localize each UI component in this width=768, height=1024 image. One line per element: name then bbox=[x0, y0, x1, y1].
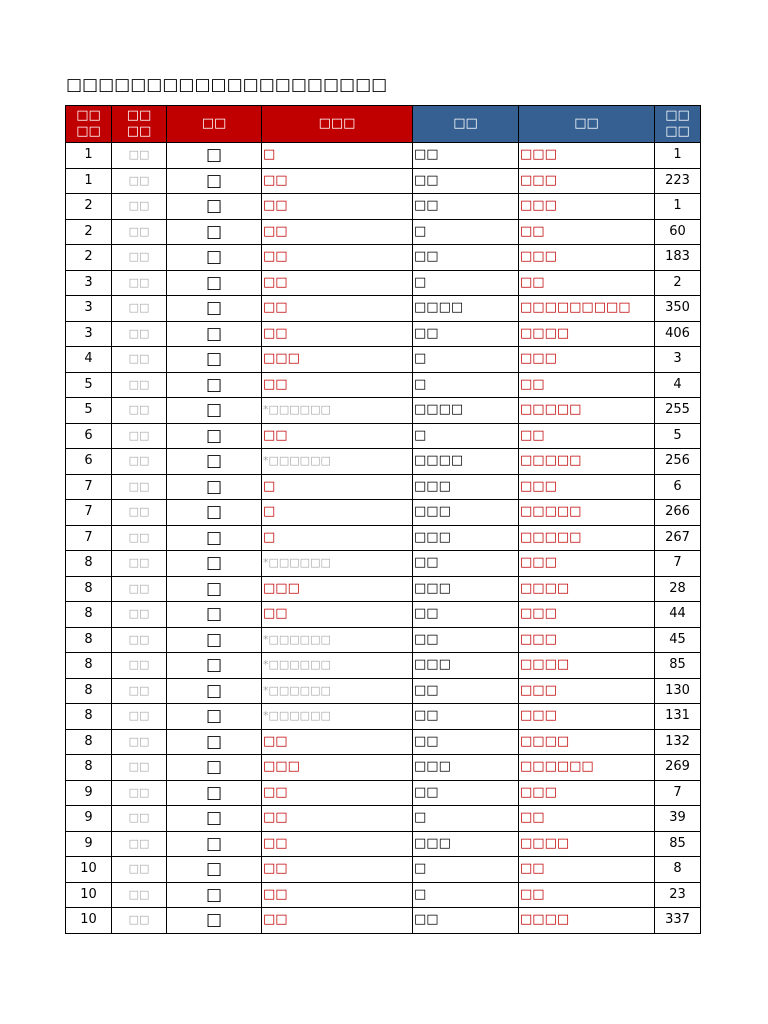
table-row bbox=[66, 500, 701, 526]
table-cell: *□□□□□□ bbox=[262, 653, 413, 679]
table-cell: 9 bbox=[66, 806, 112, 832]
table-cell: □ bbox=[167, 143, 262, 169]
table-cell: □□□ bbox=[519, 678, 655, 704]
table-cell: □□□□ bbox=[413, 296, 519, 322]
table-cell: □ bbox=[167, 347, 262, 373]
table-cell: 8 bbox=[66, 576, 112, 602]
table-row bbox=[66, 602, 701, 628]
table-cell: 2 bbox=[655, 270, 701, 296]
table-cell: □ bbox=[413, 347, 519, 373]
table-cell: 10 bbox=[66, 908, 112, 934]
table-cell: □ bbox=[167, 474, 262, 500]
table-cell: □□ bbox=[112, 194, 167, 220]
table-cell: 85 bbox=[655, 653, 701, 679]
table-cell: □□□ bbox=[519, 704, 655, 730]
table-row bbox=[66, 780, 701, 806]
table-cell: □□ bbox=[413, 602, 519, 628]
table-cell: □□□□ bbox=[519, 576, 655, 602]
table-cell: □□□ bbox=[519, 627, 655, 653]
table-cell: □□ bbox=[112, 168, 167, 194]
table-cell: 1 bbox=[655, 194, 701, 220]
table-row bbox=[66, 321, 701, 347]
table-cell: □□□ bbox=[413, 653, 519, 679]
table-cell: 2 bbox=[66, 245, 112, 271]
table-cell: □□ bbox=[112, 551, 167, 577]
table-cell: 10 bbox=[66, 882, 112, 908]
table-cell: □□□ bbox=[519, 194, 655, 220]
table-cell: □ bbox=[167, 704, 262, 730]
table-cell: □ bbox=[167, 627, 262, 653]
table-cell: □ bbox=[167, 398, 262, 424]
table-cell: □□ bbox=[262, 780, 413, 806]
table-cell: □□□ bbox=[262, 576, 413, 602]
table-cell: □ bbox=[413, 857, 519, 883]
table-cell: □□□□ bbox=[519, 321, 655, 347]
table-cell: □□□ bbox=[413, 500, 519, 526]
table-cell: *□□□□□□ bbox=[262, 398, 413, 424]
table-cell: □ bbox=[413, 806, 519, 832]
table-row bbox=[66, 729, 701, 755]
table-cell: 44 bbox=[655, 602, 701, 628]
table-cell: 223 bbox=[655, 168, 701, 194]
table-cell: □ bbox=[167, 219, 262, 245]
table-cell: □ bbox=[167, 576, 262, 602]
table-cell: □□□□ bbox=[519, 729, 655, 755]
table-cell: □ bbox=[167, 882, 262, 908]
column-header: □□□ bbox=[262, 106, 413, 143]
table-cell: 337 bbox=[655, 908, 701, 934]
table-row bbox=[66, 372, 701, 398]
table-cell: □□ bbox=[413, 780, 519, 806]
table-cell: □□□ bbox=[262, 755, 413, 781]
table-cell: 132 bbox=[655, 729, 701, 755]
table-cell: 1 bbox=[66, 168, 112, 194]
table-row bbox=[66, 194, 701, 220]
table-cell: 5 bbox=[66, 398, 112, 424]
table-cell: 4 bbox=[655, 372, 701, 398]
table-cell: □□□□□□□□□ bbox=[519, 296, 655, 322]
table-cell: □□□□□ bbox=[519, 398, 655, 424]
table-cell: □□ bbox=[112, 857, 167, 883]
table-cell: 7 bbox=[655, 780, 701, 806]
table-cell: □□ bbox=[262, 270, 413, 296]
table-cell: □□ bbox=[262, 321, 413, 347]
column-header: □□ bbox=[519, 106, 655, 143]
table-row bbox=[66, 245, 701, 271]
table-cell: □□□□ bbox=[519, 908, 655, 934]
table-cell: □□ bbox=[112, 653, 167, 679]
table-cell: □□ bbox=[262, 857, 413, 883]
table-cell: □ bbox=[167, 729, 262, 755]
table-cell: □□ bbox=[112, 678, 167, 704]
table-cell: □□ bbox=[112, 576, 167, 602]
table-cell: 1 bbox=[655, 143, 701, 169]
table-row bbox=[66, 398, 701, 424]
table-row bbox=[66, 449, 701, 475]
table-cell: □ bbox=[167, 321, 262, 347]
table-cell: □ bbox=[167, 194, 262, 220]
table-cell: *□□□□□□ bbox=[262, 449, 413, 475]
column-header: □□ □□ bbox=[112, 106, 167, 143]
table-cell: 23 bbox=[655, 882, 701, 908]
table-cell: □□ bbox=[413, 194, 519, 220]
table-cell: 8 bbox=[66, 704, 112, 730]
table-cell: □□ bbox=[112, 347, 167, 373]
table-cell: 3 bbox=[66, 321, 112, 347]
table-cell: □□ bbox=[262, 194, 413, 220]
table-cell: □□□ bbox=[262, 347, 413, 373]
table-cell: □□ bbox=[519, 423, 655, 449]
table-cell: 5 bbox=[655, 423, 701, 449]
table-row bbox=[66, 423, 701, 449]
table-cell: 266 bbox=[655, 500, 701, 526]
table-cell: *□□□□□□ bbox=[262, 704, 413, 730]
table-row bbox=[66, 678, 701, 704]
table-cell: □□□ bbox=[519, 780, 655, 806]
table-cell: 130 bbox=[655, 678, 701, 704]
table-cell: □ bbox=[167, 270, 262, 296]
table-row bbox=[66, 831, 701, 857]
table-cell: *□□□□□□ bbox=[262, 678, 413, 704]
table-cell: □□□□□□ bbox=[519, 755, 655, 781]
table-cell: 183 bbox=[655, 245, 701, 271]
table-cell: 8 bbox=[66, 551, 112, 577]
table-cell: 267 bbox=[655, 525, 701, 551]
table-cell: 7 bbox=[66, 474, 112, 500]
table-cell: □□ bbox=[112, 602, 167, 628]
table-cell: □□□ bbox=[519, 143, 655, 169]
table-cell: □□□ bbox=[519, 168, 655, 194]
table-row bbox=[66, 576, 701, 602]
table-cell: □ bbox=[167, 678, 262, 704]
table-row bbox=[66, 296, 701, 322]
table-cell: □□ bbox=[519, 882, 655, 908]
table-cell: □□ bbox=[112, 219, 167, 245]
table-cell: □□□ bbox=[519, 347, 655, 373]
table-row bbox=[66, 525, 701, 551]
column-header: □□ bbox=[413, 106, 519, 143]
table-cell: □□ bbox=[262, 806, 413, 832]
table-cell: □□ bbox=[112, 806, 167, 832]
table-cell: □ bbox=[413, 219, 519, 245]
table-cell: □□ bbox=[413, 551, 519, 577]
table-cell: □ bbox=[167, 245, 262, 271]
column-header: □□ bbox=[167, 106, 262, 143]
table-body bbox=[66, 143, 701, 934]
table-cell: □□□ bbox=[413, 576, 519, 602]
table-cell: □□ bbox=[262, 882, 413, 908]
table-cell: 8 bbox=[66, 602, 112, 628]
table-cell: 2 bbox=[66, 219, 112, 245]
table-cell: □□ bbox=[112, 627, 167, 653]
table-cell: □□ bbox=[413, 729, 519, 755]
table-cell: □□ bbox=[112, 474, 167, 500]
table-cell: 9 bbox=[66, 831, 112, 857]
table-cell: □ bbox=[262, 525, 413, 551]
table-cell: □□□□□ bbox=[519, 449, 655, 475]
table-cell: □□ bbox=[112, 882, 167, 908]
table-cell: 406 bbox=[655, 321, 701, 347]
table-cell: □□ bbox=[413, 704, 519, 730]
table-cell: □□ bbox=[112, 704, 167, 730]
table-cell: □□ bbox=[519, 806, 655, 832]
table-cell: □ bbox=[167, 908, 262, 934]
table-cell: 7 bbox=[66, 500, 112, 526]
table-cell: □□ bbox=[112, 245, 167, 271]
table-cell: *□□□□□□ bbox=[262, 627, 413, 653]
table-cell: □□ bbox=[112, 372, 167, 398]
table-cell: □□ bbox=[519, 857, 655, 883]
table-cell: 28 bbox=[655, 576, 701, 602]
table-cell: □□ bbox=[413, 908, 519, 934]
table-cell: □ bbox=[167, 602, 262, 628]
table-cell: □ bbox=[413, 882, 519, 908]
table-row bbox=[66, 704, 701, 730]
table-cell: 5 bbox=[66, 372, 112, 398]
table-cell: □□ bbox=[413, 321, 519, 347]
table-cell: □□ bbox=[413, 143, 519, 169]
table-cell: □ bbox=[167, 500, 262, 526]
table-cell: □□ bbox=[413, 245, 519, 271]
table-cell: 8 bbox=[66, 755, 112, 781]
table-cell: □□ bbox=[262, 602, 413, 628]
table-cell: 10 bbox=[66, 857, 112, 883]
table-cell: □□□ bbox=[413, 831, 519, 857]
table-cell: □□□ bbox=[519, 474, 655, 500]
table-cell: □ bbox=[167, 831, 262, 857]
table-cell: 3 bbox=[655, 347, 701, 373]
table-cell: □ bbox=[413, 372, 519, 398]
table-cell: 8 bbox=[655, 857, 701, 883]
table-cell: □ bbox=[167, 755, 262, 781]
table-cell: □□ bbox=[112, 525, 167, 551]
table-cell: 256 bbox=[655, 449, 701, 475]
data-table bbox=[65, 105, 701, 934]
table-cell: □ bbox=[262, 143, 413, 169]
table-cell: 7 bbox=[66, 525, 112, 551]
table-cell: □□□ bbox=[413, 525, 519, 551]
table-header-row bbox=[66, 106, 701, 143]
table-cell: □□□□□ bbox=[519, 500, 655, 526]
table-cell: 6 bbox=[66, 423, 112, 449]
column-header: □□ □□ bbox=[655, 106, 701, 143]
table-cell: □□ bbox=[519, 270, 655, 296]
table-cell: □□ bbox=[262, 168, 413, 194]
table-cell: 8 bbox=[66, 678, 112, 704]
table-cell: □□ bbox=[112, 500, 167, 526]
table-row bbox=[66, 551, 701, 577]
page-title: □□□□□□□□□□□□□□□□□□□□ bbox=[66, 75, 388, 95]
table-cell: □□□□ bbox=[519, 653, 655, 679]
table-cell: 6 bbox=[66, 449, 112, 475]
table-cell: □ bbox=[413, 423, 519, 449]
table-cell: 131 bbox=[655, 704, 701, 730]
table-row bbox=[66, 474, 701, 500]
table-cell: □□ bbox=[262, 831, 413, 857]
table-row bbox=[66, 882, 701, 908]
table-cell: □ bbox=[167, 525, 262, 551]
table-cell: □□ bbox=[413, 168, 519, 194]
table-cell: *□□□□□□ bbox=[262, 551, 413, 577]
table-cell: □□ bbox=[519, 219, 655, 245]
table-row bbox=[66, 857, 701, 883]
table-cell: □□ bbox=[112, 729, 167, 755]
table-row bbox=[66, 908, 701, 934]
table-cell: □ bbox=[167, 780, 262, 806]
table-cell: □□□□ bbox=[413, 449, 519, 475]
table-cell: 60 bbox=[655, 219, 701, 245]
table-cell: 4 bbox=[66, 347, 112, 373]
table-row bbox=[66, 627, 701, 653]
table-cell: □□ bbox=[112, 143, 167, 169]
table-cell: □□ bbox=[112, 321, 167, 347]
table-row bbox=[66, 755, 701, 781]
table-cell: 7 bbox=[655, 551, 701, 577]
table-cell: □□□ bbox=[413, 474, 519, 500]
table-cell: □□ bbox=[519, 372, 655, 398]
table-cell: □□ bbox=[262, 245, 413, 271]
table-cell: □□ bbox=[262, 423, 413, 449]
table-cell: 6 bbox=[655, 474, 701, 500]
table-cell: □□ bbox=[112, 780, 167, 806]
table-row bbox=[66, 270, 701, 296]
table-row bbox=[66, 168, 701, 194]
column-header: □□ □□ bbox=[66, 106, 112, 143]
table-cell: □ bbox=[167, 857, 262, 883]
table-cell: □□□ bbox=[519, 602, 655, 628]
table-cell: 255 bbox=[655, 398, 701, 424]
table-cell: □ bbox=[167, 449, 262, 475]
table-cell: □□ bbox=[112, 398, 167, 424]
table-cell: □ bbox=[167, 551, 262, 577]
table-cell: □□□ bbox=[413, 755, 519, 781]
table-row bbox=[66, 653, 701, 679]
table-cell: 3 bbox=[66, 270, 112, 296]
table-cell: □□ bbox=[262, 908, 413, 934]
table-cell: □□□ bbox=[519, 551, 655, 577]
table-cell: □□ bbox=[112, 755, 167, 781]
table-cell: 8 bbox=[66, 729, 112, 755]
table-row bbox=[66, 347, 701, 373]
table-cell: 2 bbox=[66, 194, 112, 220]
table-cell: □ bbox=[413, 270, 519, 296]
table-row bbox=[66, 806, 701, 832]
table-cell: 85 bbox=[655, 831, 701, 857]
table-cell: □ bbox=[167, 168, 262, 194]
table-cell: □ bbox=[262, 500, 413, 526]
table-cell: □ bbox=[167, 653, 262, 679]
table-cell: □□□ bbox=[519, 245, 655, 271]
table-cell: □ bbox=[262, 474, 413, 500]
table-cell: □□ bbox=[413, 627, 519, 653]
table-cell: 9 bbox=[66, 780, 112, 806]
table-cell: □ bbox=[167, 423, 262, 449]
table-cell: □□ bbox=[112, 831, 167, 857]
table-cell: □□ bbox=[262, 729, 413, 755]
table-cell: □□ bbox=[112, 449, 167, 475]
table-row bbox=[66, 143, 701, 169]
table-cell: 3 bbox=[66, 296, 112, 322]
table-cell: □□ bbox=[112, 908, 167, 934]
table-cell: □□ bbox=[112, 296, 167, 322]
table-cell: 8 bbox=[66, 653, 112, 679]
table-cell: □□ bbox=[262, 372, 413, 398]
table-cell: □□ bbox=[262, 296, 413, 322]
table-cell: 39 bbox=[655, 806, 701, 832]
table-cell: 45 bbox=[655, 627, 701, 653]
table-cell: □□□□□ bbox=[519, 525, 655, 551]
table-cell: □ bbox=[167, 806, 262, 832]
table-cell: □□ bbox=[262, 219, 413, 245]
table-cell: 350 bbox=[655, 296, 701, 322]
table-cell: □□ bbox=[112, 423, 167, 449]
table-row bbox=[66, 219, 701, 245]
table-cell: 1 bbox=[66, 143, 112, 169]
table-cell: 269 bbox=[655, 755, 701, 781]
table-cell: □□ bbox=[413, 678, 519, 704]
table-cell: 8 bbox=[66, 627, 112, 653]
table-cell: □ bbox=[167, 296, 262, 322]
table-cell: □□□□ bbox=[413, 398, 519, 424]
table-cell: □□ bbox=[112, 270, 167, 296]
table-cell: □ bbox=[167, 372, 262, 398]
table-cell: □□□□ bbox=[519, 831, 655, 857]
